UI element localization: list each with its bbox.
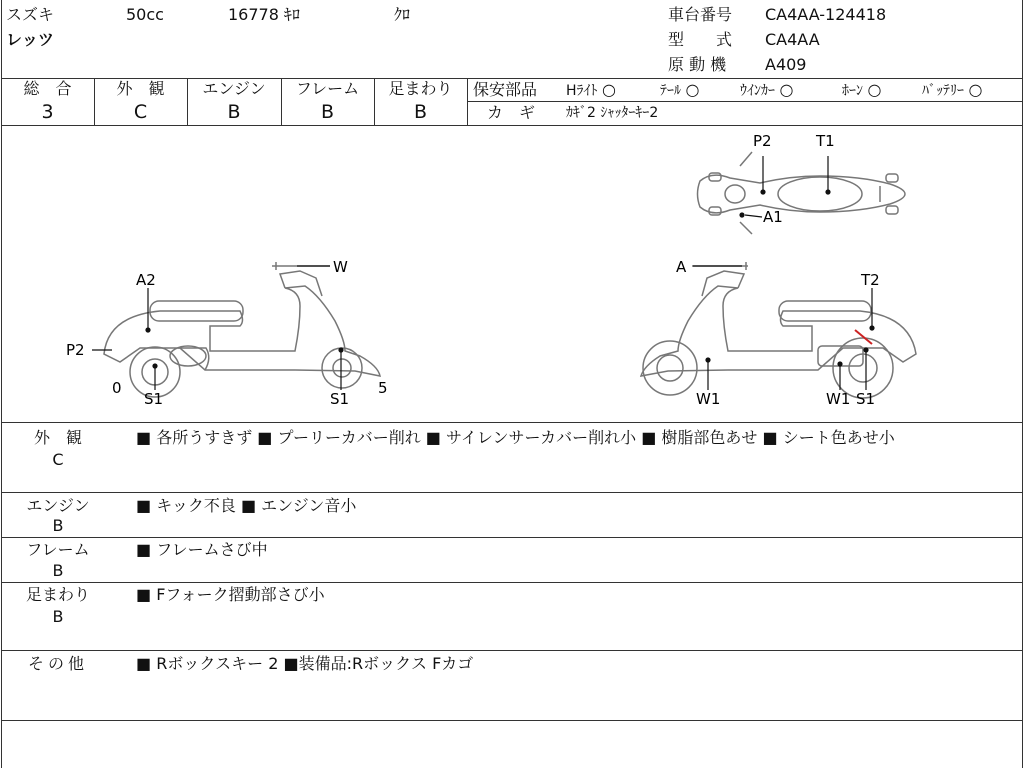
left-label-a2: A2 — [136, 271, 156, 289]
model-type-label: 型 式 — [668, 30, 733, 49]
right-label-s1: S1 — [856, 390, 876, 408]
safety-headlight-mark: ○ — [601, 80, 616, 99]
key-label: カ ギ — [487, 103, 536, 122]
safety-headlight — [566, 80, 616, 101]
model-type-value: CA4AA — [765, 30, 820, 49]
safety-horn — [842, 80, 881, 101]
section-engine-text: ■ キック不良 ■ エンジン音小 — [136, 496, 357, 515]
grade-exterior-label: 外 観 — [116, 79, 165, 98]
top-label-a1: A1 — [763, 208, 783, 226]
safety-winker — [740, 80, 793, 101]
safety-winker-mark: ○ — [779, 80, 794, 99]
frame-number-label: 車台番号 — [668, 5, 733, 24]
section-suspension-grade: B — [52, 607, 64, 626]
grade-frame-label: フレーム — [295, 79, 360, 98]
body-color: ｸﾛ — [394, 5, 411, 24]
left-label-p2: P2 — [66, 341, 85, 359]
left-label-w: W — [333, 258, 348, 276]
engine-type-label: 原 動 機 — [668, 55, 727, 74]
grade-col-div-5 — [467, 78, 468, 125]
section-exterior-grade: C — [52, 450, 64, 469]
grade-overall-value: 3 — [41, 101, 54, 123]
section-frame-grade: B — [52, 561, 64, 580]
section-exterior-label: 外 観 — [33, 428, 82, 447]
left-label-five: 5 — [378, 379, 388, 397]
top-view-pointers — [740, 156, 830, 217]
section-divider-2 — [1, 537, 1023, 538]
left-label-zero: 0 — [112, 379, 122, 397]
grade-engine-label: エンジン — [202, 79, 266, 98]
safety-horn-mark: ○ — [867, 80, 882, 99]
section-engine-label: エンジン — [26, 496, 90, 515]
damage-diagram — [0, 126, 1024, 422]
right-view-pointers — [693, 266, 874, 390]
grades-mid-divider — [467, 101, 1022, 102]
section-divider-1 — [1, 492, 1023, 493]
right-label-w1b: W1 — [826, 390, 851, 408]
right-label-w1a: W1 — [696, 390, 721, 408]
top-label-p2: P2 — [753, 132, 772, 150]
section-engine-grade: B — [52, 516, 64, 535]
safety-battery-name: ﾊﾞｯﾃﾘｰ — [922, 83, 964, 99]
safety-winker-name: ｳｲﾝｶｰ — [740, 83, 775, 99]
safety-taillight — [660, 80, 699, 101]
section-suspension-text: ■ Fフォーク摺動部さび小 — [136, 585, 325, 604]
safety-taillight-mark: ○ — [685, 80, 700, 99]
grade-engine-value: B — [227, 101, 241, 123]
safety-taillight-name: ﾃｰﾙ — [660, 83, 681, 99]
grade-frame-value: B — [320, 101, 335, 123]
section-divider-5 — [1, 720, 1023, 721]
section-divider-4 — [1, 650, 1023, 651]
right-label-a: A — [676, 258, 687, 276]
grade-exterior-value: C — [133, 101, 148, 123]
safety-headlight-name: Hﾗｲﾄ — [566, 83, 598, 99]
left-label-s1a: S1 — [144, 390, 164, 408]
key-value: ｶｷﾞ2 ｼｬｯﾀｰｷｰ2 — [566, 105, 659, 121]
section-other-text: ■ Rボックスキー 2 ■装備品:Rボックス Fカゴ — [136, 654, 474, 673]
safety-battery-mark: ○ — [968, 80, 983, 99]
section-frame-label: フレーム — [26, 540, 90, 559]
grade-overall-label: 総 合 — [23, 79, 72, 98]
safety-horn-name: ﾎｰﾝ — [842, 83, 863, 99]
model-name: レッツ — [6, 30, 54, 49]
engine-type-value: A409 — [765, 55, 807, 74]
scooter-top-view — [698, 152, 906, 234]
maker: スズキ — [6, 5, 55, 24]
damage-mark — [855, 330, 872, 344]
section-other-label: その他 — [27, 654, 88, 673]
section-exterior-text: ■ 各所うすきず ■ プーリーカバー削れ ■ サイレンサーカバー削れ小 ■ 樹脂部色あせ ■ シート色あせ小 — [136, 428, 895, 447]
right-label-t2: T2 — [861, 271, 880, 289]
frame-number-value: CA4AA-124418 — [765, 5, 887, 24]
grade-suspension-value: B — [413, 101, 428, 123]
section-divider-3 — [1, 582, 1023, 583]
diagram-divider — [1, 422, 1023, 423]
safety-parts-label: 保安部品 — [473, 80, 538, 99]
displacement: 50cc — [126, 5, 164, 24]
safety-battery — [922, 80, 982, 101]
mileage: 16778 ｷﾛ — [228, 5, 300, 24]
section-frame-text: ■ フレームさび中 — [136, 540, 268, 559]
section-suspension-label: 足まわり — [25, 585, 90, 604]
left-label-s1b: S1 — [330, 390, 350, 408]
top-label-t1: T1 — [816, 132, 835, 150]
grade-suspension-label: 足まわり — [388, 79, 453, 98]
